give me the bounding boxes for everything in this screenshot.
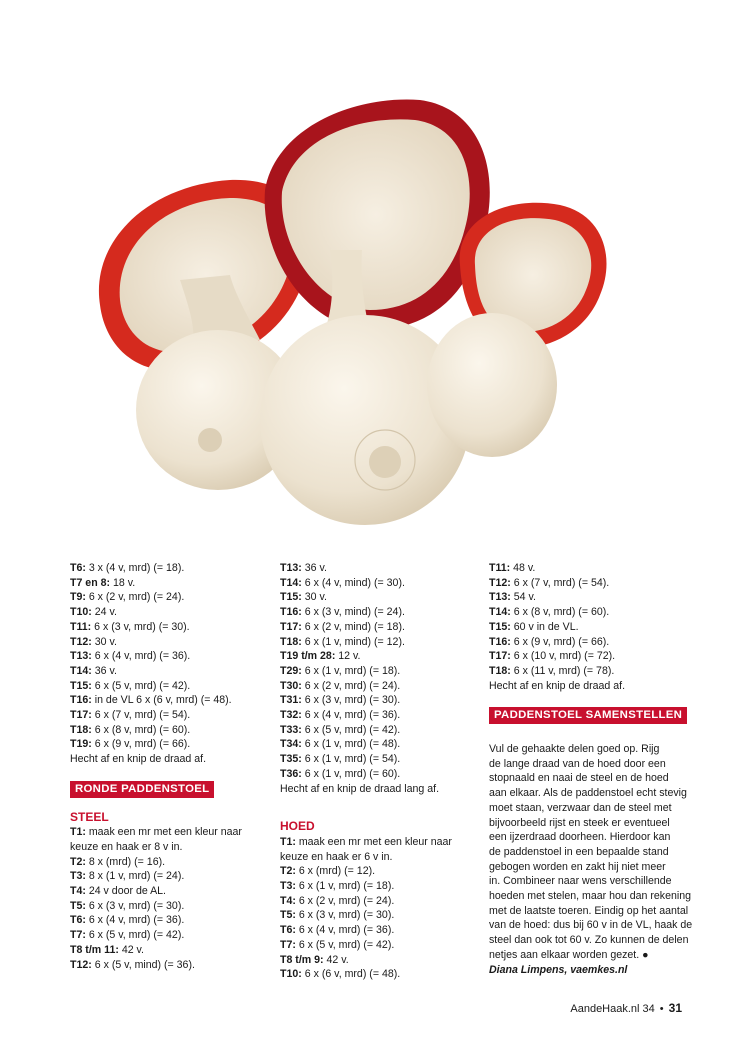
pattern-row — [280, 879, 465, 894]
row-text: Hecht af en knip de draad lang af. — [280, 782, 440, 795]
paragraph-line: de paddenstoel in een bepaalde stand — [489, 845, 669, 858]
row-label: T31: — [280, 694, 302, 707]
row-text: 6 x (9 v, mrd) (= 66). — [91, 738, 191, 751]
row-text: 6 x (2 v, mind) (= 18). — [301, 620, 405, 633]
page-number: 31 — [668, 1001, 682, 1015]
pattern-row — [70, 840, 255, 855]
pattern-row — [70, 737, 255, 752]
pattern-row — [70, 869, 255, 884]
row-label: T11: — [489, 562, 511, 574]
row-text: keuze en haak er 8 v in. — [70, 840, 183, 853]
pattern-row — [70, 590, 255, 605]
row-label: T8 t/m 11: — [70, 943, 119, 956]
row-label: T10: — [280, 968, 302, 981]
pattern-row — [280, 864, 465, 879]
row-text: 8 x (1 v, mrd) (= 24). — [85, 870, 185, 883]
row-text: 6 x (4 v, mrd) (= 36). — [85, 914, 185, 927]
row-label: T11: — [70, 620, 92, 633]
pattern-row — [280, 635, 465, 650]
row-text: maak een mr met een kleur naar — [85, 826, 242, 839]
pattern-row — [70, 723, 255, 738]
row-text: 6 x (5 v, mind) (= 36). — [91, 958, 195, 971]
pattern-row — [70, 649, 255, 664]
row-text: 6 x (3 v, mrd) (= 30). — [85, 899, 185, 912]
paragraph-line: aan elkaar. Als de paddenstoel echt stevig — [489, 787, 687, 800]
crocheted-mushrooms-photo — [60, 90, 620, 540]
paragraph-line: stopnaald en naai de steel en de hoed — [489, 772, 669, 785]
row-label: T32: — [280, 709, 302, 722]
row-text: 6 x (5 v, mrd) (= 42). — [295, 938, 395, 951]
paragraph-line: netjes aan elkaar worden gezet. ● — [489, 948, 649, 961]
row-label: T35: — [280, 753, 302, 766]
row-label: T15: — [489, 620, 511, 633]
pattern-row — [280, 649, 465, 664]
pattern-row — [280, 576, 465, 591]
pattern-row — [280, 737, 465, 752]
paragraph-line: hoeden met stelen, maar hou dan rekening — [489, 890, 692, 903]
pattern-column-3 — [489, 561, 693, 977]
row-text: Hecht af en knip de draad af. — [489, 679, 626, 692]
footer-separator: • — [659, 1003, 664, 1015]
pattern-row — [489, 649, 689, 664]
row-label: T13: — [280, 562, 302, 574]
pattern-row — [70, 561, 255, 576]
row-label: T15: — [70, 679, 92, 692]
row-label: T17: — [280, 620, 302, 633]
pattern-row — [70, 913, 255, 928]
row-text: 24 v. — [91, 606, 117, 619]
row-label: T1: — [280, 835, 296, 848]
row-label: T14: — [280, 576, 302, 589]
pattern-row — [70, 943, 255, 958]
pattern-row — [280, 590, 465, 605]
row-text: 6 x (1 v, mrd) (= 54). — [301, 753, 401, 766]
row-text: 6 x (1 v, mind) (= 12). — [301, 635, 405, 648]
row-text: 60 v in de VL. — [510, 620, 579, 633]
row-label: T13: — [70, 650, 92, 663]
pattern-row — [280, 708, 465, 723]
pattern-row — [70, 855, 255, 870]
row-label: T6: — [70, 914, 86, 927]
row-text: 6 x (mrd) (= 12). — [295, 865, 376, 878]
pattern-row — [489, 664, 689, 679]
paragraph-line: in. Combineer naar wens verschillende — [489, 875, 672, 888]
paragraph-line: een ijzerdraad doorheen. Hierdoor kan — [489, 831, 671, 844]
pattern-row — [280, 679, 465, 694]
row-label: T4: — [280, 894, 296, 907]
row-label: T2: — [70, 855, 86, 868]
row-label: T5: — [280, 909, 296, 922]
row-label: T7: — [70, 929, 86, 942]
row-label: T29: — [280, 664, 302, 677]
pattern-row — [70, 928, 255, 943]
row-label: T3: — [280, 880, 296, 893]
row-text: 48 v. — [510, 562, 536, 574]
pattern-row — [489, 590, 689, 605]
row-text: 6 x (1 v, mrd) (= 18). — [295, 880, 395, 893]
row-text: 36 v. — [91, 664, 117, 677]
row-label: T6: — [280, 924, 296, 937]
row-text: 54 v. — [510, 591, 536, 604]
row-text: 6 x (3 v, mrd) (= 30). — [91, 620, 190, 633]
pattern-column-1 — [70, 561, 255, 972]
pattern-row — [70, 605, 255, 620]
row-text: 42 v. — [323, 953, 349, 966]
row-label: T18: — [280, 635, 302, 648]
row-text: 3 x (4 v, mrd) (= 18). — [85, 562, 185, 574]
row-text: 6 x (7 v, mrd) (= 54). — [510, 576, 610, 589]
pattern-row — [70, 679, 255, 694]
row-label: T7 en 8: — [70, 576, 111, 589]
pattern-row — [280, 561, 465, 576]
pattern-row — [489, 561, 689, 576]
row-text: 36 v. — [301, 562, 327, 574]
author-credit: Diana Limpens, vaemkes.nl — [489, 963, 628, 976]
row-text: maak een mr met een kleur naar — [295, 835, 452, 848]
pattern-row — [280, 894, 465, 909]
row-text: 6 x (6 v, mrd) (= 48). — [301, 968, 401, 981]
row-label: T14: — [70, 664, 92, 677]
row-text: 24 v door de AL. — [85, 885, 166, 898]
pattern-row — [280, 782, 465, 797]
pattern-row — [280, 723, 465, 738]
row-label: T10: — [70, 606, 92, 619]
paragraph-line: moet staan, verzwaar dan de steel met — [489, 801, 672, 814]
row-text: 8 x (mrd) (= 16). — [85, 855, 166, 868]
row-text: 6 x (9 v, mrd) (= 66). — [510, 635, 610, 648]
row-text: 6 x (10 v, mrd) (= 72). — [510, 650, 616, 663]
paragraph-line: bijvoorbeeld rijst en steek er eventueel — [489, 816, 670, 829]
pattern-row — [280, 605, 465, 620]
row-text: 6 x (1 v, mrd) (= 48). — [301, 738, 401, 751]
pattern-row — [280, 953, 465, 968]
pattern-row — [70, 664, 255, 679]
row-text: 6 x (4 v, mind) (= 30). — [301, 576, 405, 589]
paragraph-line: van de hoed: dus bij 60 v in de VL, haak de — [489, 919, 693, 932]
row-text: 18 v. — [110, 576, 136, 589]
row-text: 6 x (2 v, mrd) (= 24). — [85, 591, 185, 604]
row-text: 6 x (4 v, mrd) (= 36). — [91, 650, 191, 663]
paragraph-line: met de laatste toeren. Eindig op het aantal — [489, 904, 689, 917]
pattern-column-2 — [280, 561, 465, 982]
pattern-row — [489, 635, 689, 650]
paragraph-line: Vul de gehaakte delen goed op. Rijg — [489, 743, 660, 756]
row-label: T18: — [489, 664, 511, 677]
row-label: T33: — [280, 723, 302, 736]
row-text: 6 x (1 v, mrd) (= 18). — [301, 664, 401, 677]
row-label: T5: — [70, 899, 86, 912]
page-footer — [570, 1001, 682, 1015]
pattern-row — [280, 835, 465, 850]
row-label: T19: — [70, 738, 92, 751]
row-label: T19 t/m 28: — [280, 650, 336, 663]
row-label: T12: — [70, 635, 92, 648]
row-label: T1: — [70, 826, 86, 839]
row-text: 30 v. — [91, 635, 117, 648]
pattern-row — [70, 693, 255, 708]
row-label: T16: — [70, 694, 92, 707]
pattern-row — [70, 708, 255, 723]
subhead-steel: STEEL — [70, 809, 109, 824]
pattern-row — [280, 938, 465, 953]
row-text: keuze en haak er 6 v in. — [280, 850, 393, 863]
row-text: Hecht af en knip de draad af. — [70, 753, 207, 766]
row-label: T16: — [280, 606, 302, 619]
row-label: T30: — [280, 679, 302, 692]
pattern-row — [280, 752, 465, 767]
row-text: 6 x (5 v, mrd) (= 42). — [85, 929, 185, 942]
row-label: T8 t/m 9: — [280, 953, 324, 966]
row-text: 6 x (3 v, mrd) (= 30). — [295, 909, 395, 922]
pattern-row — [70, 752, 255, 767]
paragraph-line: gebogen worden en zakt hij niet meer — [489, 860, 666, 873]
row-text: 6 x (5 v, mrd) (= 42). — [91, 679, 191, 692]
pattern-row — [70, 635, 255, 650]
pattern-row — [280, 850, 465, 865]
paragraph-line: de lange draad van de hoed door een — [489, 757, 666, 770]
paragraph-line: steel dan ook tot 60 v. Zo kunnen de delen — [489, 934, 689, 947]
row-text: 6 x (4 v, mrd) (= 36). — [301, 709, 401, 722]
row-label: T36: — [280, 767, 302, 780]
pattern-row — [280, 967, 465, 982]
row-text: 6 x (1 v, mrd) (= 60). — [301, 767, 401, 780]
pattern-row — [280, 620, 465, 635]
pattern-row — [70, 958, 255, 973]
middle-mushroom — [260, 100, 490, 525]
row-text: 12 v. — [335, 650, 361, 663]
pattern-row — [489, 620, 689, 635]
magazine-name: AandeHaak.nl 34 — [570, 1003, 655, 1015]
pattern-row — [70, 620, 255, 635]
pattern-row — [489, 576, 689, 591]
row-text: 42 v. — [118, 943, 144, 956]
row-label: T14: — [489, 606, 511, 619]
pattern-row — [280, 767, 465, 782]
row-label: T9: — [70, 591, 86, 604]
row-label: T15: — [280, 591, 302, 604]
row-text: 6 x (3 v, mrd) (= 30). — [301, 694, 401, 707]
pattern-row — [70, 825, 255, 840]
assembly-paragraph — [489, 742, 693, 963]
pattern-row — [280, 908, 465, 923]
row-text: 6 x (5 v, mrd) (= 42). — [301, 723, 401, 736]
pattern-row — [489, 605, 689, 620]
pattern-row — [280, 923, 465, 938]
section-banner-ronde-paddenstoel: RONDE PADDENSTOEL — [70, 781, 214, 798]
subhead-hoed: HOED — [280, 819, 315, 834]
row-text: 6 x (7 v, mrd) (= 54). — [91, 709, 191, 722]
row-text: 6 x (11 v, mrd) (= 78). — [510, 664, 615, 677]
row-text: 6 x (8 v, mrd) (= 60). — [510, 606, 610, 619]
pattern-row — [70, 899, 255, 914]
row-label: T17: — [70, 709, 92, 722]
pattern-row — [70, 576, 255, 591]
row-label: T3: — [70, 870, 86, 883]
row-text: in de VL 6 x (6 v, mrd) (= 48). — [91, 694, 232, 707]
row-label: T34: — [280, 738, 302, 751]
row-text: 6 x (4 v, mrd) (= 36). — [295, 924, 395, 937]
row-label: T7: — [280, 938, 296, 951]
row-text: 30 v. — [301, 591, 327, 604]
row-label: T16: — [489, 635, 511, 648]
row-label: T17: — [489, 650, 511, 663]
pattern-row — [489, 679, 689, 694]
section-banner-paddenstoel-samenstellen: PADDENSTOEL SAMENSTELLEN — [489, 707, 687, 724]
pattern-row — [280, 664, 465, 679]
row-text: 6 x (2 v, mrd) (= 24). — [301, 679, 401, 692]
row-label: T18: — [70, 723, 92, 736]
row-label: T12: — [489, 576, 511, 589]
row-label: T2: — [280, 865, 296, 878]
row-label: T4: — [70, 885, 86, 898]
row-text: 6 x (2 v, mrd) (= 24). — [295, 894, 395, 907]
row-text: 6 x (8 v, mrd) (= 60). — [91, 723, 191, 736]
row-label: T6: — [70, 562, 86, 574]
row-text: 6 x (3 v, mind) (= 24). — [301, 606, 405, 619]
row-label: T13: — [489, 591, 511, 604]
pattern-row — [70, 884, 255, 899]
pattern-row — [280, 693, 465, 708]
row-label: T12: — [70, 958, 92, 971]
